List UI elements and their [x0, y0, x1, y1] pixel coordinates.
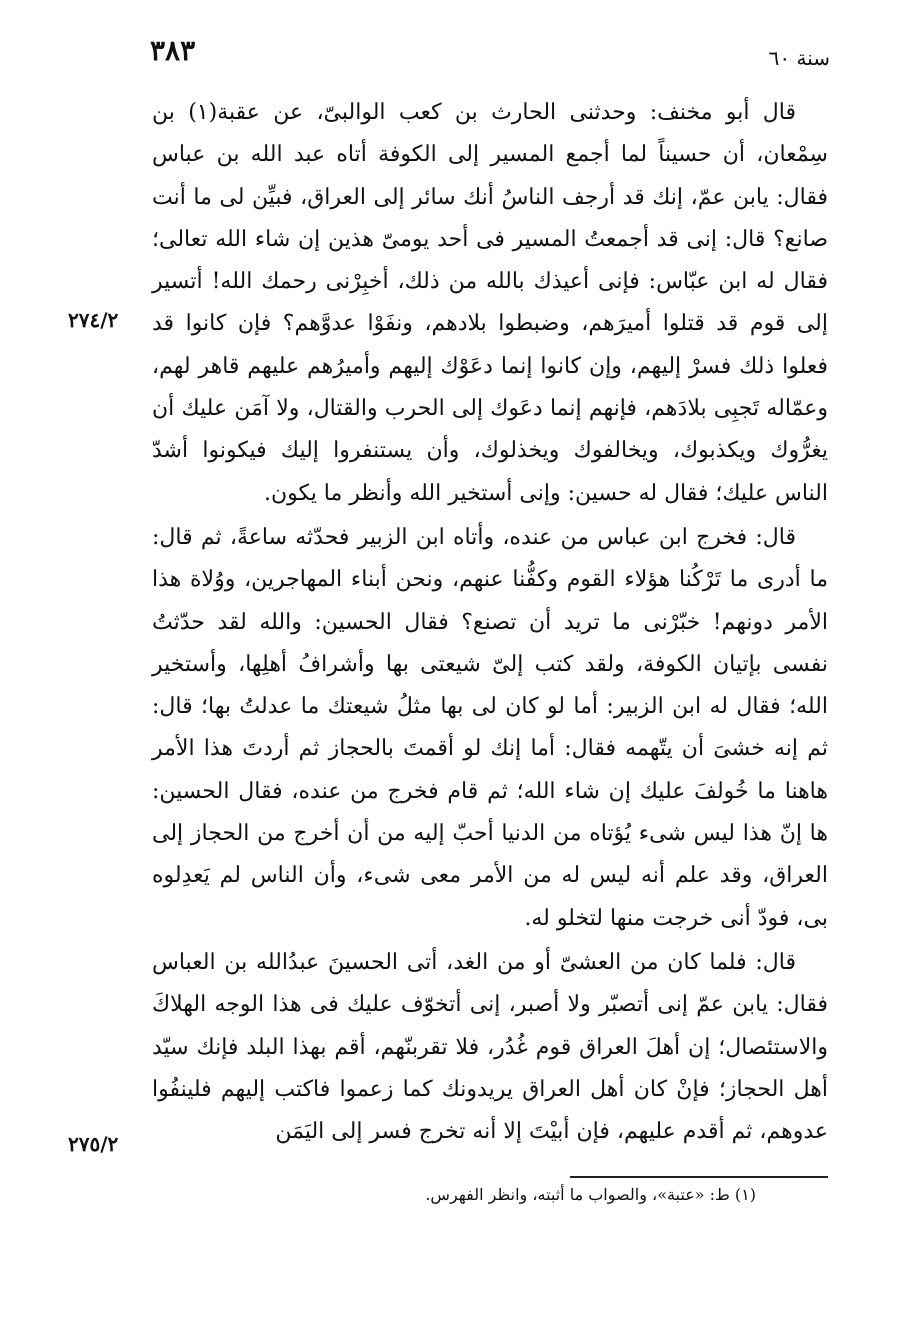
margin-reference: ٢٧٥/٢ — [68, 1132, 119, 1156]
running-head: سنة ٦٠ — [768, 46, 830, 70]
margin-reference: ٢٧٤/٢ — [68, 308, 119, 332]
paragraph-2: قال: فخرج ابن عباس من عنده، وأتاه ابن الزبير فحدّثه ساعةً، ثم قال: ما أدرى ما تَرْكُنا هؤلاء القوم وكفُّنا عنهم، ونحن أبناء المهاجرين، ووُلاة هذا الأمر دونهم! خبّرْنى ما تريد أن تصنع؟ فقال الحسين: والله لقد حدّثتُ نفسى بإتيان الكوفة، ولقد كتب إلىّ شيعتى بها وأشرافُ أهلِها، وأستخير الله؛ فقال له ابن الزبير: أما لو كان لى بها مثلُ شيعتك ما عدلتُ بها؛ قال: ثم إنه خشىَ أن يتّهمه فقال: أما إنك لو أقمتَ بالحجاز ثم أردتَ هذا الأمر هاهنا ما خُولفَ عليك إن شاء الله؛ ثم قام فخرج من عنده، فقال الحسين: ها إنّ هذا ليس شىء يُؤتاه من الدنيا أحبّ إليه من أن أخرج من الحجاز إلى العراق، وقد علم أنه ليس له من الأمر معى شىء، وأن الناس لم يَعدِلوه بى، فودّ أنى خرجت منها لتخلو له. — [152, 524, 828, 931]
page-number: ٣٨٣ — [150, 34, 196, 67]
footnote-divider — [570, 1176, 828, 1178]
body-text — [152, 92, 828, 1153]
paragraph-3: قال: فلما كان من العشىّ أو من الغد، أتى الحسينَ عبدُالله بن العباس فقال: يابن عمّ إنى أتصبّر ولا أصبر، إنى أتخوّف عليك فى هذا الوجه الهلاكَ والاستئصال؛ إن أهلَ العراق قوم غُدُر، فلا تقربنّهم، أقم بهذا البلد فإنك سيّد أهل الحجاز؛ فإنْ كان أهل العراق يريدونك كما زعموا فاكتب إليهم فلينفُوا عدوهم، ثم أقدم عليهم، فإن أبيْتَ إلا أنه تخرج فسر إلى اليَمَن — [152, 949, 828, 1145]
page-header — [150, 30, 830, 80]
paragraph-1: قال أبو مخنف: وحدثنى الحارث بن كعب الوالبىّ، عن عقبة(١) بن سِمْعان، أن حسيناً لما أجمع المسير إلى الكوفة أتاه عبد الله بن عباس فقال: يابن عمّ، إنك قد أرجف الناسُ أنك سائر إلى العراق، فبيِّن لى ما أنت صانع؟ قال: إنى قد أجمعتُ المسير فى أحد يومىّ هذين إن شاء الله تعالى؛ فقال له ابن عبّاس: فإنى أعيذك بالله من ذلك، أخبِرْنى رحمك الله! أتسير إلى قوم قد قتلوا أميرَهم، وضبطوا بلادهم، ونفَوْا عدوَّهم؟ فإن كانوا قد فعلوا ذلك فسرْ إليهم، وإن كانوا إنما دعَوْك إليهم وأميرُهم عليهم قاهر لهم، وعمّاله تَجبِى بلادَهم، فإنهم إنما دعَوك إلى الحرب والقتال، ولا آمَن عليك أن يغرُّوك ويكذبوك، ويخالفوك ويخذلوك، وأن يستنفروا إليك فيكونوا أشدّ الناس عليك؛ فقال له حسين: وإنى أستخير الله وأنظر ما يكون. — [152, 100, 828, 506]
footnote: (١) ط: «عتبة»، والصواب ما أثبته، وانظر الفهرس. — [425, 1185, 756, 1204]
